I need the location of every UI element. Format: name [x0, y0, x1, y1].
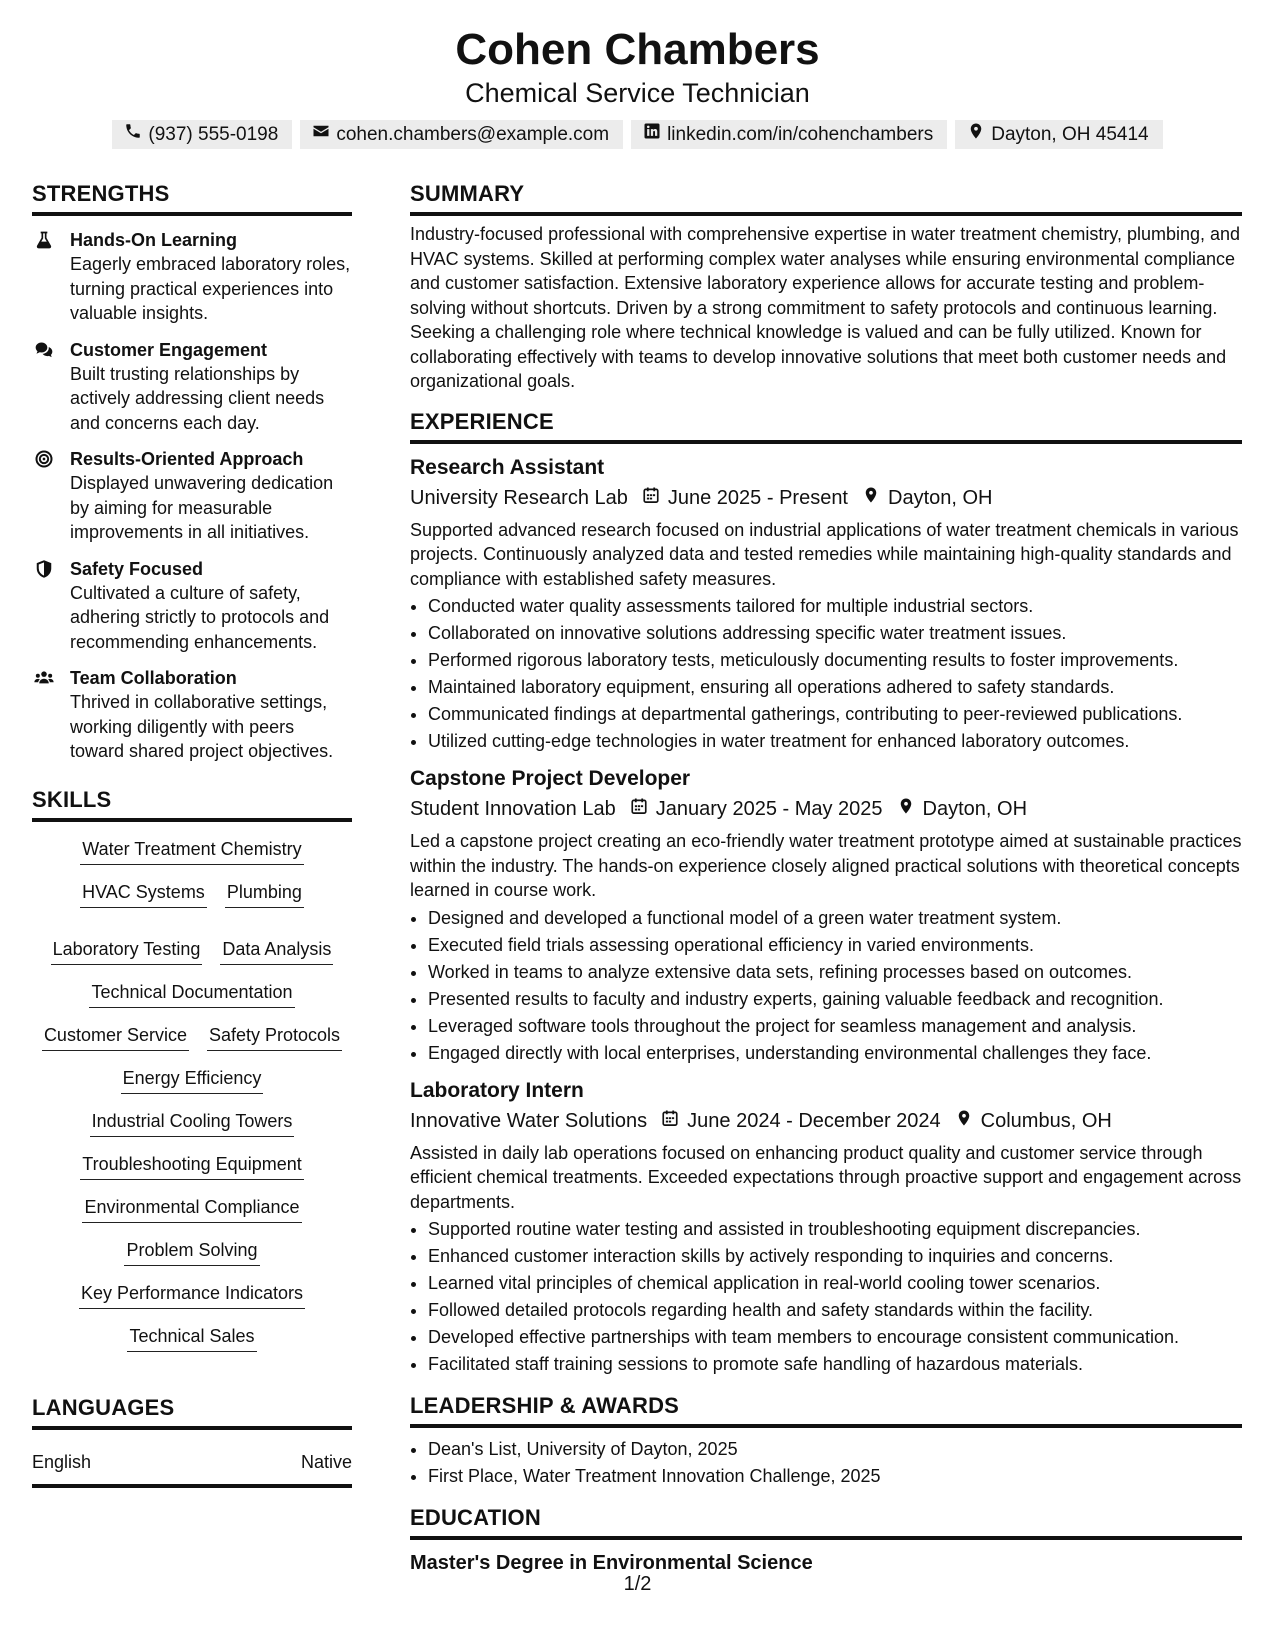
education-heading: EDUCATION [410, 1504, 1242, 1540]
list-item: • Engaged directly with local enterprises, understanding environmental challenges they face. [428, 1040, 1242, 1067]
skill-tag: Environmental Compliance [82, 1194, 301, 1223]
contact-bar [0, 120, 1275, 149]
skill-tag: Technical Documentation [89, 979, 294, 1008]
skill-tag: Technical Sales [127, 1323, 256, 1352]
strength-desc: Displayed unwavering dedication by aiming for measurable improvements in all initiatives. [70, 473, 334, 542]
strength-item [32, 557, 352, 655]
linkedin-icon [643, 122, 661, 147]
list-item: • Followed detailed protocols regarding health and safety standards within the facility. [428, 1297, 1242, 1324]
skill-tag: Energy Efficiency [121, 1065, 264, 1094]
awards-list [410, 1436, 1242, 1490]
contact-text: linkedin.com/in/cohenchambers [667, 124, 934, 145]
strength-title: Team Collaboration [70, 668, 237, 688]
job-role: Capstone Project Developer [410, 767, 691, 790]
summary-heading: SUMMARY [410, 180, 1242, 216]
job-description: Assisted in daily lab operations focused on enhancing product quality and customer service through efficient chemical treatments. Exceeded expectations through proactive support and engagement across departments. [410, 1142, 1242, 1212]
list-item: • Dean's List, University of Dayton, 2025 [428, 1436, 1242, 1463]
contact-email[interactable] [300, 120, 623, 149]
skill-tag: Plumbing [225, 879, 304, 908]
job-entry [410, 454, 1242, 756]
list-item: • Presented results to faculty and industry experts, gaining valuable feedback and recognition. [428, 986, 1242, 1013]
job-org: University Research Lab [410, 486, 628, 509]
strength-title: Hands-On Learning [70, 230, 238, 250]
skills-heading: SKILLS [32, 786, 352, 822]
flask-icon [32, 228, 56, 326]
strengths-heading: STRENGTHS [32, 180, 352, 216]
list-item: • Supported routine water testing and assisted in troubleshooting equipment discrepancies. [428, 1216, 1242, 1243]
strength-title: Customer Engagement [70, 339, 268, 360]
job-location: Dayton, OH [922, 798, 1028, 820]
list-item: • Communicated findings at departmental gatherings, contributing to peer-reviewed publications. [428, 701, 1242, 728]
job-org: Innovative Water Solutions [410, 1109, 648, 1132]
strength-item [32, 447, 352, 545]
job-dates: June 2024 - December 2024 [687, 1109, 941, 1132]
awards-heading: LEADERSHIP & AWARDS [410, 1392, 1242, 1428]
job-org: Student Innovation Lab [410, 798, 616, 820]
list-item: • Performed rigorous laboratory tests, meticulously documenting results to foster improvements. [428, 647, 1242, 674]
list-item: • Utilized cutting-edge technologies in water treatment for enhanced laboratory outcomes. [428, 728, 1242, 755]
list-item: • Learned vital principles of chemical application in real-world cooling tower scenarios. [428, 1270, 1242, 1297]
job-role: Research Assistant [410, 455, 605, 479]
education-degree: Master's Degree in Environmental Science [410, 1552, 813, 1574]
list-item: • Developed effective partnerships with team members to encourage consistent communication. [428, 1324, 1242, 1351]
skill-tag: Water Treatment Chemistry [80, 836, 303, 865]
languages-heading: LANGUAGES [32, 1394, 352, 1430]
contact-phone[interactable] [112, 120, 292, 149]
skill-tag: Industrial Cooling Towers [90, 1108, 295, 1137]
strength-title: Results-Oriented Approach [70, 449, 304, 469]
strength-item [32, 338, 352, 436]
job-entry [410, 1077, 1242, 1379]
strength-desc: Eagerly embraced laboratory roles, turning practical experiences into valuable insights. [70, 254, 351, 323]
strength-desc: Cultivated a culture of safety, adhering strictly to protocols and recommending enhancements. [70, 582, 330, 652]
list-item: • Designed and developed a functional model of a green water treatment system. [428, 905, 1242, 932]
list-item: • Executed field trials assessing operational efficiency in varied environments. [428, 932, 1242, 959]
skill-tag: Safety Protocols [207, 1022, 342, 1051]
list-item: • Worked in teams to analyze extensive data sets, refining processes based on outcomes. [428, 959, 1242, 986]
job-location: Dayton, OH [888, 486, 993, 509]
skill-tag: Customer Service [42, 1022, 189, 1051]
language-name: English [32, 1451, 92, 1472]
contact-text: (937) 555-0198 [148, 124, 279, 145]
skill-tag: Key Performance Indicators [79, 1280, 305, 1309]
comments-icon [32, 338, 56, 436]
list-item: • Enhanced customer interaction skills by actively responding to inquiries and concerns. [428, 1243, 1242, 1270]
contact-linkedin[interactable] [631, 120, 947, 149]
job-dates: June 2025 - Present [667, 486, 848, 509]
list-item: • Leveraged software tools throughout the project for seamless management and analysis. [428, 1013, 1242, 1040]
skill-tag: Data Analysis [220, 936, 333, 965]
contact-text: cohen.chambers@example.com [336, 124, 610, 145]
job-location: Columbus, OH [980, 1109, 1112, 1132]
list-item: • Maintained laboratory equipment, ensuring all operations adhered to safety standards. [428, 674, 1242, 701]
map-pin-icon [955, 1107, 981, 1135]
job-meta [410, 484, 1242, 512]
right-column [410, 180, 1242, 1576]
language-level: Native [300, 1451, 352, 1472]
job-description: Led a capstone project creating an eco-friendly water treatment prototype aimed at sustainable practices within the industry. The hands-on experience closely aligned practical solutions with theoretical concepts learned in course work. [410, 831, 1242, 900]
summary-text: Industry-focused professional with comprehensive expertise in water treatment chemistry, plumbing, and HVAC systems. Skilled at performing complex water analyses while ensuring environmental compliance and customer satisfaction. Extensive laboratory experience allows for accurate testing and problem-solving without shortcuts. Driven by a strong commitment to safety protocols and continuous learning. Seeking a challenging role where technical knowledge is valued and can be fully utilized. Known for collaborating effectively with teams to develop innovative solutions that meet both customer needs and organizational goals. [410, 224, 1241, 391]
experience-heading: EXPERIENCE [410, 408, 1242, 444]
page-number: 1/2 [623, 1573, 652, 1595]
skill-tag: Problem Solving [124, 1237, 259, 1266]
left-column [32, 180, 352, 1488]
shield-icon [32, 557, 56, 655]
users-icon [32, 666, 56, 764]
skill-tag: HVAC Systems [80, 879, 207, 908]
map-pin-icon [967, 122, 985, 147]
list-item: • Collaborated on innovative solutions addressing specific water treatment issues. [428, 620, 1242, 647]
strength-item [32, 228, 352, 326]
skill-tag: Troubleshooting Equipment [80, 1151, 303, 1180]
strength-desc: Built trusting relationships by actively addressing client needs and concerns each day. [70, 363, 325, 433]
list-item: • Conducted water quality assessments tailored for multiple industrial sectors. [428, 593, 1242, 620]
list-item: • First Place, Water Treatment Innovation Challenge, 2025 [428, 1463, 1242, 1490]
map-pin-icon [862, 484, 888, 512]
strength-desc: Thrived in collaborative settings, working diligently with peers toward shared project objectives. [70, 692, 334, 761]
job-meta [410, 1107, 1242, 1135]
job-bullets [410, 593, 1242, 755]
resume-header [0, 24, 1275, 149]
job-dates: January 2025 - May 2025 [655, 798, 883, 820]
contact-location [955, 120, 1162, 149]
job-title: Chemical Service Technician [465, 78, 810, 108]
skill-tag: Laboratory Testing [51, 936, 203, 965]
job-meta [410, 795, 1242, 823]
language-row [32, 1450, 352, 1488]
target-icon [32, 447, 56, 545]
job-bullets [410, 905, 1242, 1067]
calendar-icon [630, 795, 656, 823]
job-role: Laboratory Intern [410, 1078, 584, 1102]
calendar-icon [642, 484, 668, 512]
strength-title: Safety Focused [70, 558, 204, 579]
candidate-name: Cohen Chambers [455, 25, 820, 74]
job-bullets [410, 1216, 1242, 1378]
list-item: • Facilitated staff training sessions to promote safe handling of hazardous materials. [428, 1351, 1242, 1378]
skills-list [32, 836, 352, 1352]
map-pin-icon [897, 795, 923, 823]
job-entry [410, 765, 1242, 1067]
envelope-icon [312, 122, 330, 147]
phone-icon [124, 122, 142, 147]
strength-item [32, 666, 352, 764]
job-description: Supported advanced research focused on industrial applications of water treatment chemicals in various projects. Continuously analyzed data and tested remedies while maintaining high-quality standards and compliance with established safety measures. [410, 519, 1239, 589]
contact-text: Dayton, OH 45414 [991, 124, 1149, 145]
calendar-icon [661, 1107, 687, 1135]
